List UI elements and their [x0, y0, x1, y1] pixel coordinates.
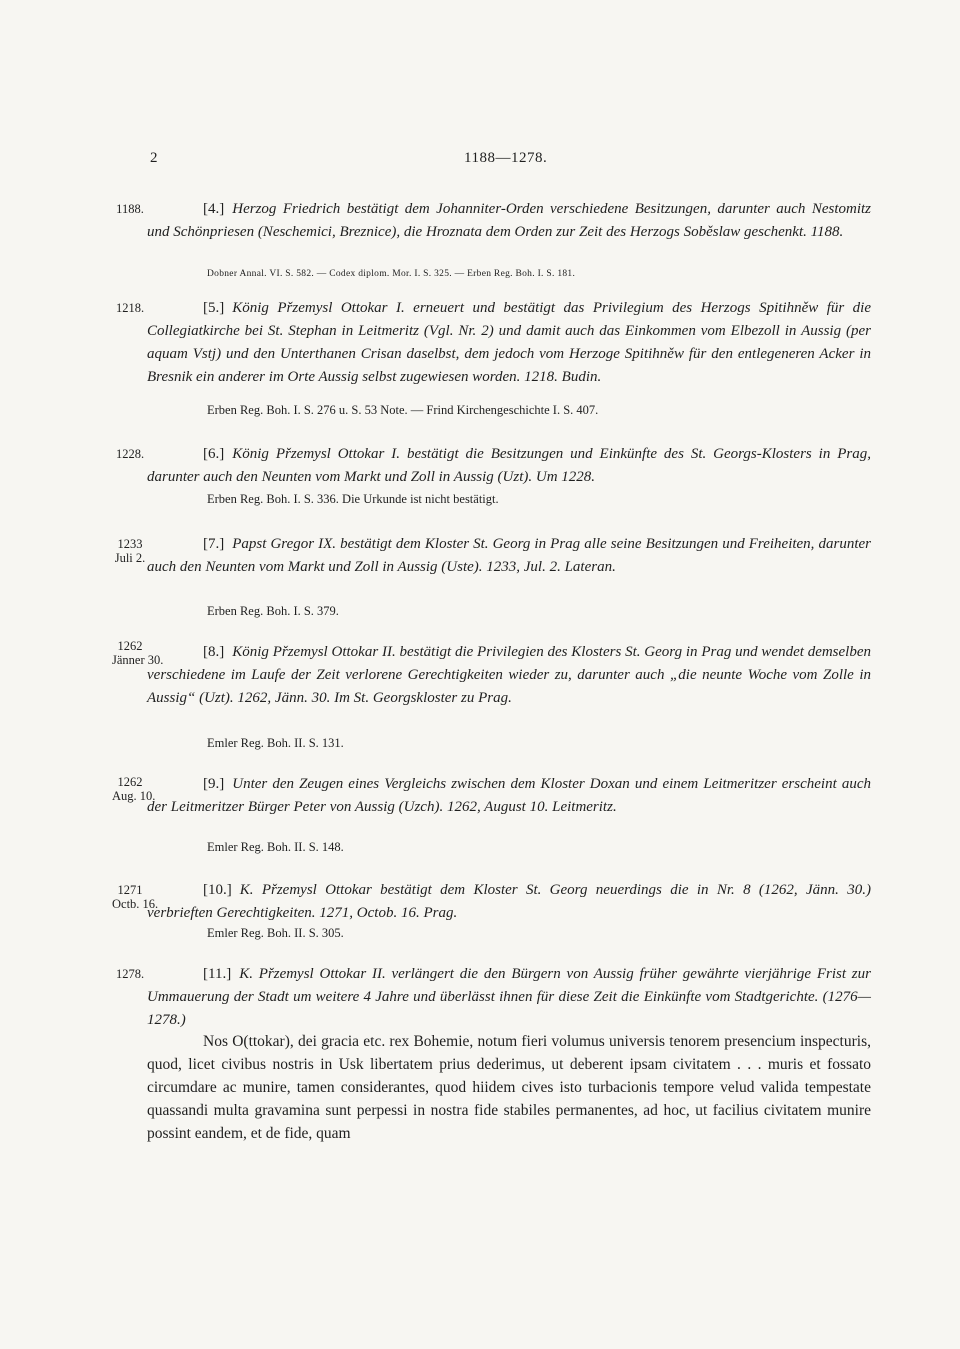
entry-number: [7.] [203, 536, 225, 552]
entry-regest [147, 963, 871, 1032]
entry-date: 1278. [115, 967, 145, 981]
entry-source: Erben Reg. Boh. I. S. 276 u. S. 53 Note. — Frind Kirchengeschichte I. S. 407. [207, 403, 599, 417]
entry-regest [147, 198, 871, 244]
entry-regest [147, 773, 871, 819]
page-number: 2 [150, 150, 158, 166]
entry-text: K. Přzemysl Ottokar II. verlängert die den Bürgern von Aussig früher gewährte vierjährige Frist zur Ummauerung der Stadt um weitere 4 Jahre und überlässt ihnen für diese Zeit die Einkünfte vom Stadtgerichte. (1276—1278.) [147, 966, 871, 1028]
entry-regest [147, 297, 871, 389]
entry-regest [147, 533, 871, 579]
entry-source: Erben Reg. Boh. I. S. 379. [207, 604, 339, 618]
entry-date: 1262 Jänner 30. [112, 639, 164, 667]
entry-source: Dobner Annal. VI. S. 582. — Codex diplom. Mor. I. S. 325. — Erben Reg. Boh. I. S. 181. [207, 269, 576, 279]
entry-number: [8.] [203, 644, 225, 660]
entry-number: [4.] [203, 201, 225, 217]
entry-number: [6.] [203, 446, 225, 462]
entry-text: Herzog Friedrich bestätigt dem Johanniter-Orden verschiedene Besitzungen, darunter auch Nestomitz und Schönpriesen (Neschemici, Breznice), die Hroznata dem Orden zur Zeit des Herzogs Soběslaw geschenkt. 1188. [147, 201, 871, 240]
entry-text: Unter den Zeugen eines Vergleichs zwischen dem Kloster Doxan und einem Leitmeritzer erscheint auch der Leitmeritzer Bürger Peter von Aussig (Uzch). 1262, August 10. Leitmeritz. [147, 776, 871, 815]
entry-date: 1262 Aug. 10. [112, 775, 156, 803]
entry-date: 1271 Octb. 16. [112, 883, 159, 911]
entry-number: [5.] [203, 300, 225, 316]
entry-source: Erben Reg. Boh. I. S. 336. Die Urkunde ist nicht bestätigt. [207, 492, 499, 506]
entry-text: König Přzemysl Ottokar I. bestätigt die Besitzungen und Einkünfte des St. Georgs-Klosters in Prag, darunter auch den Neunten vom Markt und Zoll in Aussig (Uzt). Um 1228. [147, 446, 871, 485]
entry-text: K. Přzemysl Ottokar bestätigt dem Kloster St. Georg neuerdings die in Nr. 8 (1262, Jänn. 30.) verbrieften Gerechtigkeiten. 1271, Octob. 16. Prag. [147, 882, 871, 921]
entry-source: Emler Reg. Boh. II. S. 305. [207, 926, 344, 940]
entry-regest [147, 641, 871, 710]
entry-source: Emler Reg. Boh. II. S. 148. [207, 840, 344, 854]
entry-number: [9.] [203, 776, 225, 792]
entry-date: 1188. [116, 202, 144, 216]
entry-source: Emler Reg. Boh. II. S. 131. [207, 736, 344, 750]
entry-text: König Přzemysl Ottokar II. bestätigt die Privilegien des Klosters St. Georg in Prag und wendet demselben verschiedene im Laufe der Zeit verlorene Gerechtigkeiten wieder zu, darunter auch „die neunte Woche vom Zolle in Aussig“ (Uzt). 1262, Jänn. 30. Im St. Georgskloster zu Prag. [147, 644, 871, 706]
entry-text: König Přzemysl Ottokar I. erneuert und bestätigt das Privilegium des Herzogs Spitihněw für die Collegiatkirche bei St. Stephan in Leitmeritz (Vgl. Nr. 2) und damit auch das Einkommen vom Elbezoll in Aussig (per aquam Vstj) und den Unterthanen Crisan daselbst, dem jedoch vom Herzoge Spitihněw für den entlegeneren Acker in Bresnik ein anderer im Orte Aussig selbst zugewiesen worden. 1218. Budin. [147, 300, 871, 385]
entry-date: 1233 Juli 2. [114, 537, 146, 565]
entry-number: [11.] [203, 966, 232, 982]
page-header [0, 150, 960, 170]
entry-number: [10.] [203, 882, 232, 898]
entry-date: 1218. [115, 301, 145, 315]
entry-regest [147, 879, 871, 925]
entry-regest [147, 443, 871, 489]
entry-date: 1228. [115, 447, 145, 461]
running-title: 1188—1278. [464, 150, 548, 166]
entry-text: Papst Gregor IX. bestätigt dem Kloster St. Georg in Prag alle seine Besitzungen und Freiheiten, darunter auch den Neunten vom Markt und Zoll in Aussig (Uste). 1233, Jul. 2. Lateran. [147, 536, 871, 575]
latin-charter-text: Nos O(ttokar), dei gracia etc. rex Bohemie, notum fieri volumus universis tenorem presencium inspecturis, quod, licet civibus nostris in Usk libertatem prius dederimus, ut deberent ipsam civitatem . . . muris et fossato circumdare ac munire, tamen considerantes, quod hiidem cives isto turbacionis tempore velud valida tempestate quassandi multa gravamina sunt perpessi in nostra fide stabiles permanentes, ad hoc, ut facilius civitatem munire possint eandem, et de fide, quam [147, 1033, 871, 1142]
